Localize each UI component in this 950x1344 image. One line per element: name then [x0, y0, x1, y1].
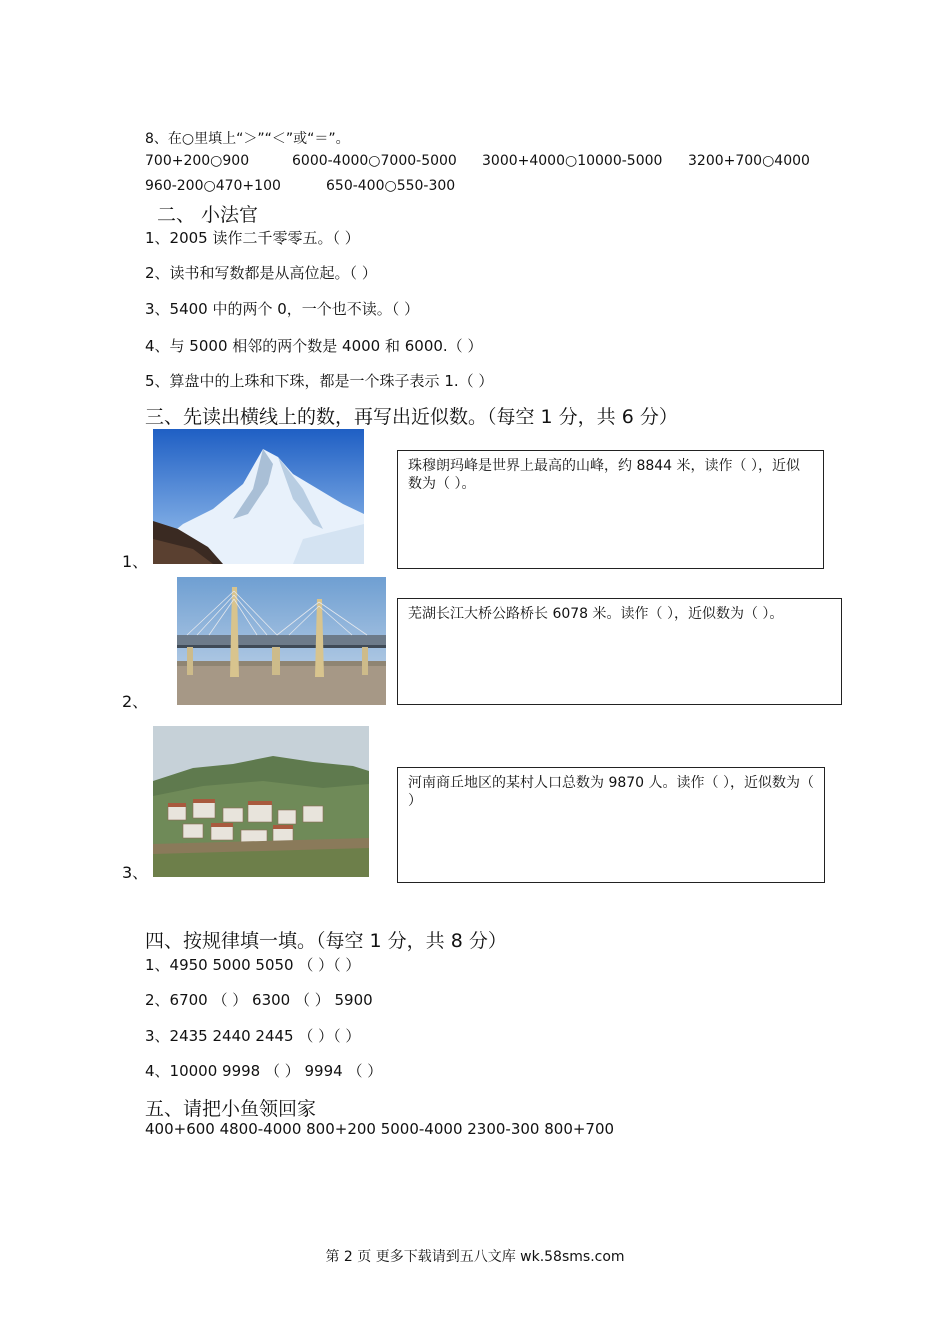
q8-expr-3: 3000+4000○10000-5000 [482, 153, 663, 169]
village-photo [153, 726, 369, 877]
section3-title: 三、先读出横线上的数，再写出近似数。（每空 1 分，共 6 分） [145, 406, 678, 428]
q8-expr-2: 6000-4000○7000-5000 [292, 153, 457, 169]
bridge-photo [177, 577, 386, 705]
section5-expressions: 400+600 4800-4000 800+200 5000-4000 2300-300 800+700 [145, 1120, 615, 1138]
q3-2-text-box [397, 598, 842, 705]
q3-3-number: 3、 [122, 863, 149, 882]
section4-title: 四、按规律填一填。（每空 1 分，共 8 分） [145, 930, 507, 952]
section2-item-3: 3、5400 中的两个 0，一个也不读。（ ） [145, 300, 420, 318]
section4-item-1: 1、4950 5000 5050 （ ）（ ） [145, 956, 361, 974]
section2-title: 二、 小法官 [157, 204, 259, 226]
q3-3-text-box [397, 767, 825, 883]
section2-item-1: 1、2005 读作二千零零五。（ ） [145, 229, 360, 247]
q3-2-number: 2、 [122, 692, 149, 711]
mountain-photo [153, 429, 364, 564]
q3-1-text: 珠穆朗玛峰是世界上最高的山峰，约 8844 米，读作（ ），近似数为（ ）。 [408, 458, 800, 492]
section4-item-3: 3、2435 2440 2445 （ ）（ ） [145, 1027, 361, 1045]
q3-2-text: 芜湖长江大桥公路桥长 6078 米。读作（ ），近似数为（ ）。 [408, 606, 784, 622]
q8-expr-1: 700+200○900 [145, 153, 250, 169]
section2-item-4: 4、与 5000 相邻的两个数是 4000 和 6000.（ ） [145, 337, 483, 355]
section5-title: 五、请把小鱼领回家 [145, 1098, 317, 1120]
page-footer: 第 2 页 更多下载请到五八文库 wk.58sms.com [325, 1249, 625, 1265]
q8-expr-6: 650-400○550-300 [326, 178, 456, 194]
q3-1-number: 1、 [122, 552, 149, 571]
section2-item-2: 2、读书和写数都是从高位起。（ ） [145, 264, 377, 282]
q8-expr-5: 960-200○470+100 [145, 178, 281, 194]
q8-expr-4: 3200+700○4000 [688, 153, 810, 169]
section4-item-2: 2、6700 （ ） 6300 （ ） 5900 [145, 991, 373, 1009]
section4-item-4: 4、10000 9998 （ ） 9994 （ ） [145, 1062, 383, 1080]
q3-3-text: 河南商丘地区的某村人口总数为 9870 人。读作（ ），近似数为（ ） [408, 775, 814, 809]
q3-1-text-box [397, 450, 824, 569]
section2-item-5: 5、算盘中的上珠和下珠，都是一个珠子表示 1.（ ） [145, 372, 494, 390]
q8-title: 8、在○里填上“＞”“＜”或“＝”。 [145, 131, 350, 147]
